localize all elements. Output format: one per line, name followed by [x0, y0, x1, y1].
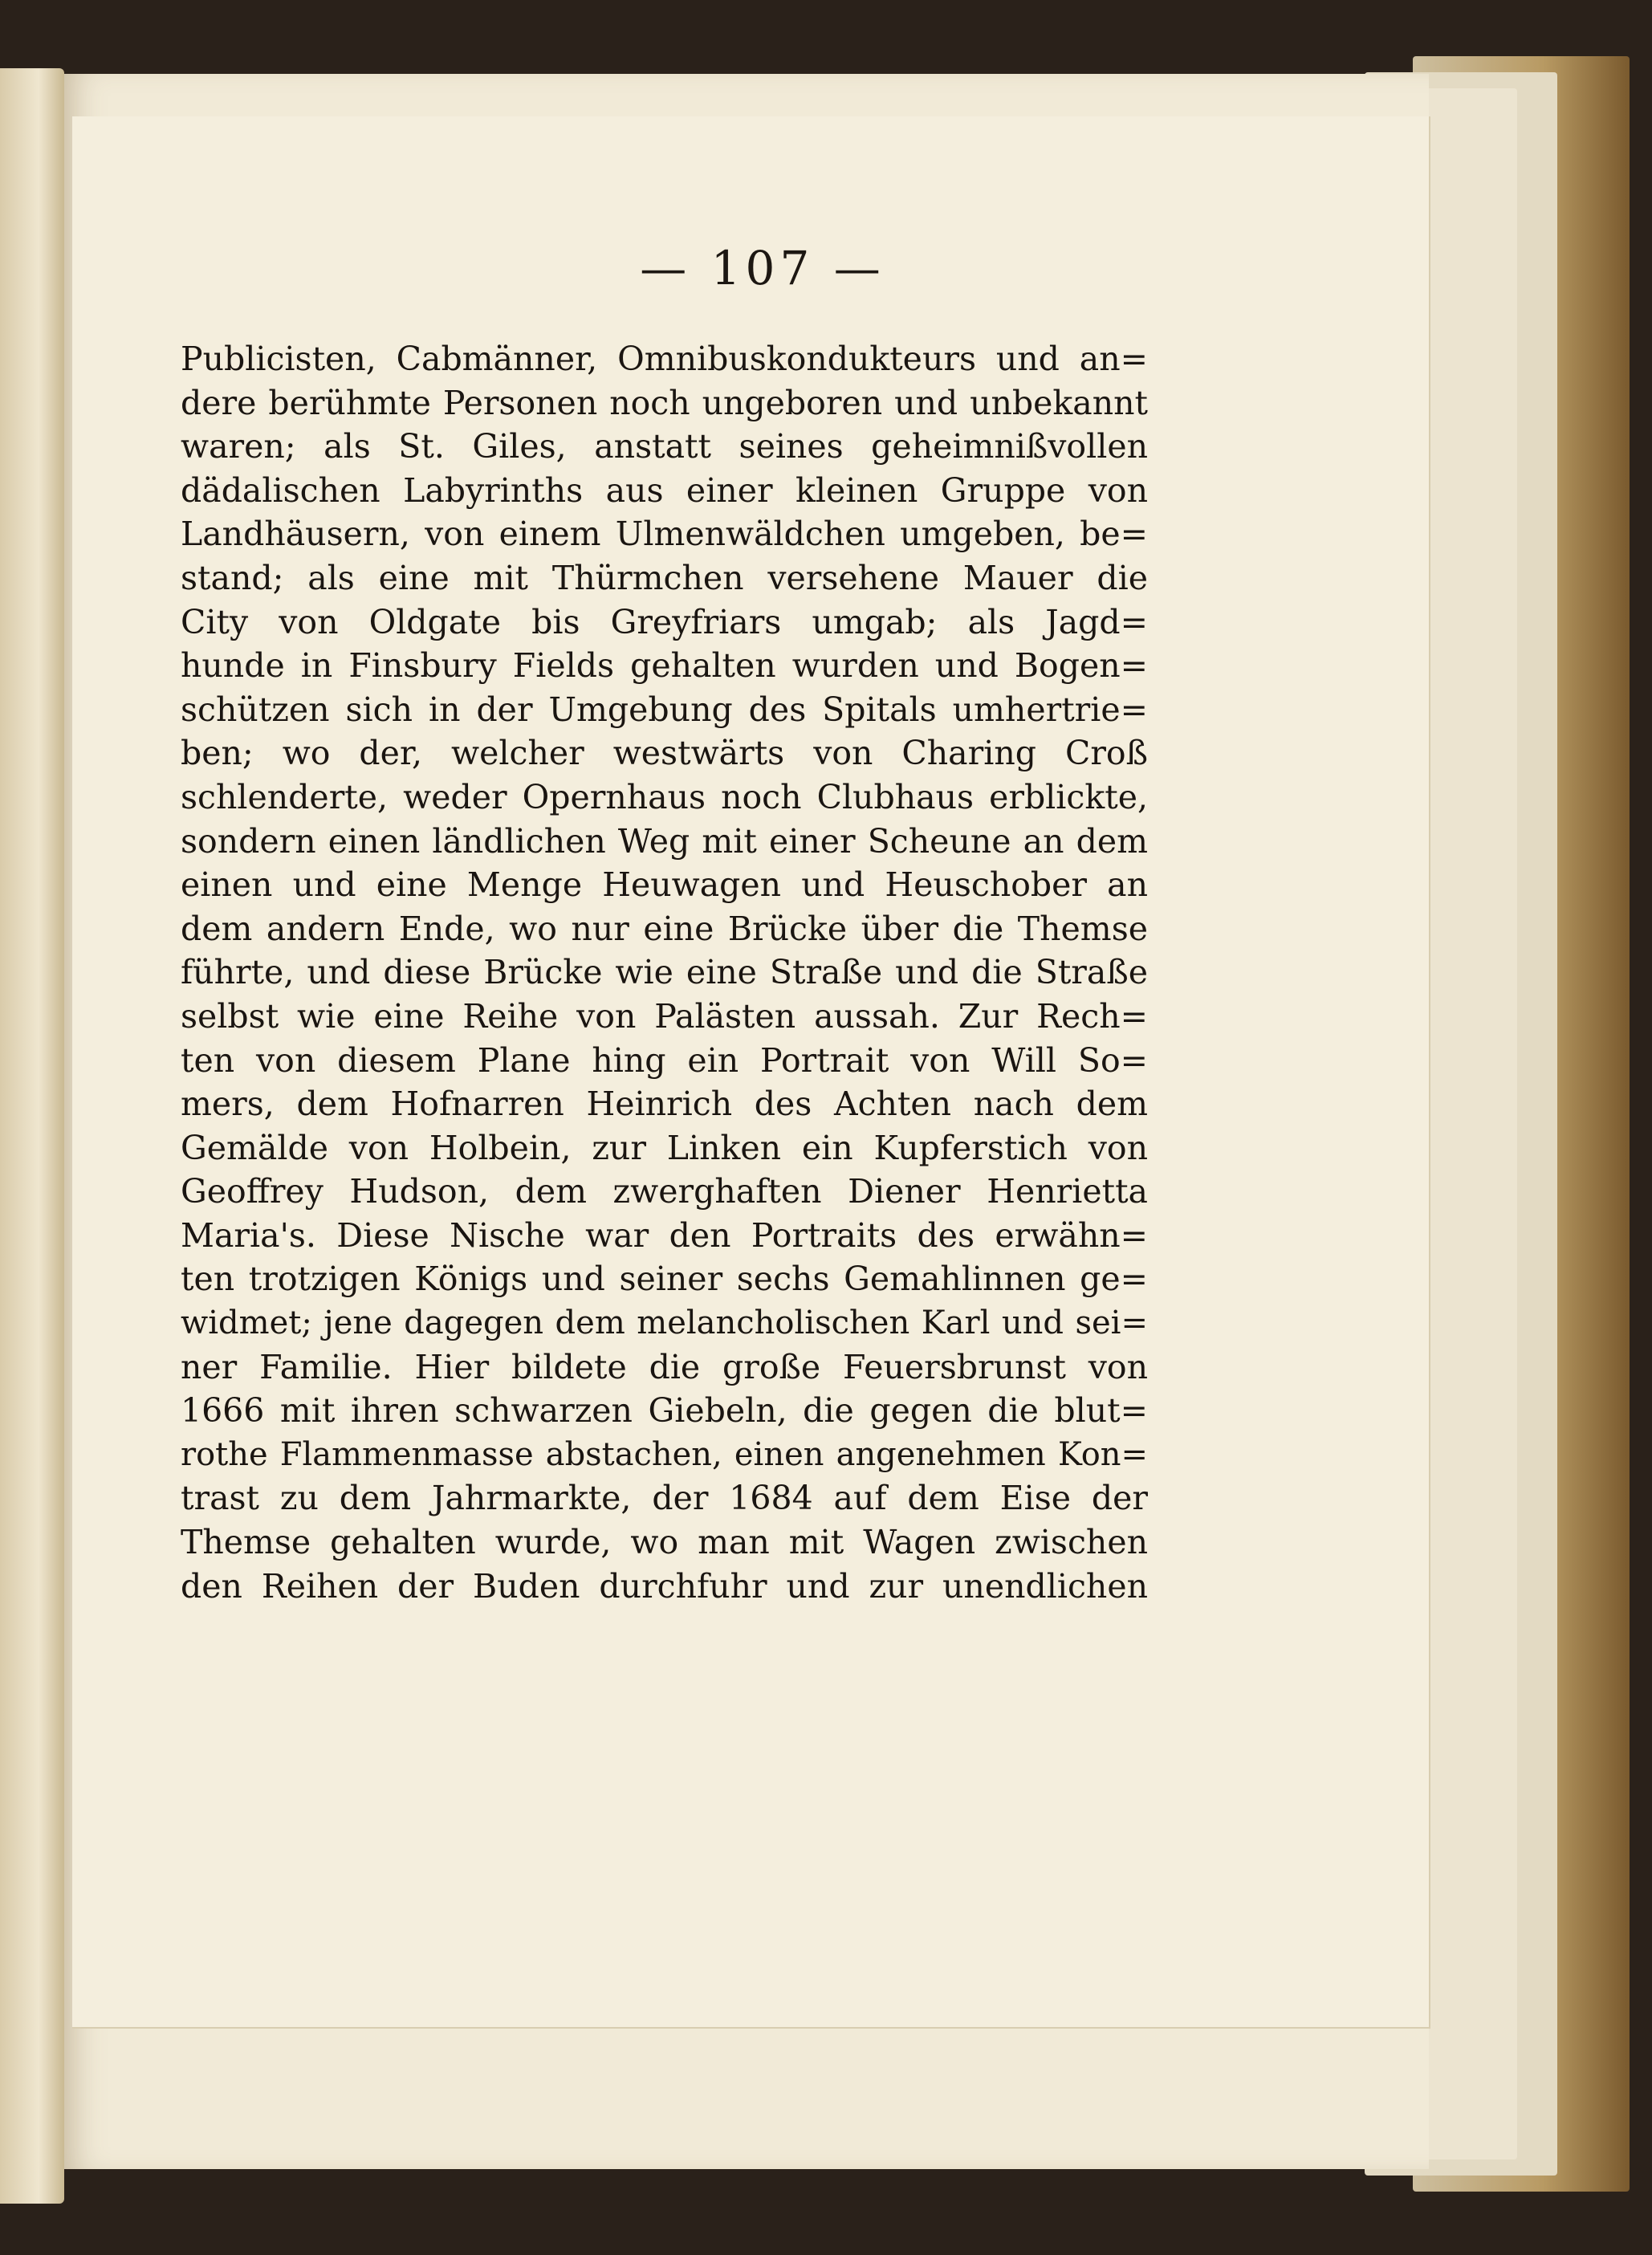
text-line: ten von diesem Plane hing ein Portrait von Will So= [181, 1040, 1148, 1080]
body-text [181, 337, 1148, 1608]
text-line: den Reihen der Buden durchfuhr und zur unendlichen [181, 1566, 1148, 1606]
text-line: führte, und diese Brücke wie eine Straße und die Straße [181, 953, 1148, 992]
text-line: widmet; jene dagegen dem melancholischen Karl und sei= [181, 1305, 1148, 1342]
text-line: stand; als eine mit Thürmchen versehene Mauer die [181, 558, 1148, 597]
text-line: sondern einen ländlichen Weg mit einer Scheune an dem [181, 821, 1148, 861]
text-line: Themse gehalten wurde, wo man mit Wagen zwischen [181, 1523, 1148, 1562]
text-line: einen und eine Menge Heuwagen und Heuschober an [181, 865, 1148, 905]
text-line: dem andern Ende, wo nur eine Brücke über die Themse [181, 909, 1148, 948]
left-page-sliver [0, 68, 64, 2204]
text-line: Publicisten, Cabmänner, Omnibuskondukteurs und an= [181, 340, 1148, 378]
text-line: schlenderte, weder Opernhaus noch Clubhaus erblickte, [181, 777, 1148, 816]
page-number-header [0, 241, 1525, 295]
text-line: Maria's. Diese Nische war den Portraits des erwähn= [181, 1215, 1148, 1255]
page-number: — 107 — [640, 241, 885, 295]
text-line: dädalischen Labyrinths aus einer kleinen Gruppe von [181, 470, 1148, 510]
text-line: Geoffrey Hudson, dem zwerghaften Diener Henrietta [181, 1172, 1148, 1211]
text-line: trast zu dem Jahrmarkte, der 1684 auf dem Eise der [181, 1479, 1148, 1518]
text-line: rothe Flammenmasse abstachen, einen angenehmen Kon= [181, 1435, 1148, 1473]
text-line: dere berühmte Personen noch ungeboren und unbekannt [181, 383, 1148, 422]
text-line: waren; als St. Giles, anstatt seines geheimnißvollen [181, 427, 1148, 466]
text-line: Gemälde von Holbein, zur Linken ein Kupferstich von [181, 1128, 1148, 1167]
text-line: 1666 mit ihren schwarzen Giebeln, die gegen die blut= [181, 1391, 1148, 1431]
text-line: ner Familie. Hier bildete die große Feuersbrunst von [181, 1347, 1148, 1386]
text-line: mers, dem Hofnarren Heinrich des Achten nach dem [181, 1085, 1148, 1124]
text-line: hunde in Finsbury Fields gehalten wurden und Bogen= [181, 646, 1148, 686]
text-line: City von Oldgate bis Greyfriars umgab; als Jagd= [181, 602, 1148, 641]
text-line: selbst wie eine Reihe von Palästen aussah. Zur Rech= [181, 996, 1148, 1036]
text-line: ten trotzigen Königs und seiner sechs Gemahlinnen ge= [181, 1260, 1148, 1299]
text-line: ben; wo der, welcher westwärts von Charing Croß [181, 734, 1148, 773]
text-line: Landhäusern, von einem Ulmenwäldchen umgeben, be= [181, 515, 1148, 554]
text-line: schützen sich in der Umgebung des Spitals umhertrie= [181, 690, 1148, 729]
